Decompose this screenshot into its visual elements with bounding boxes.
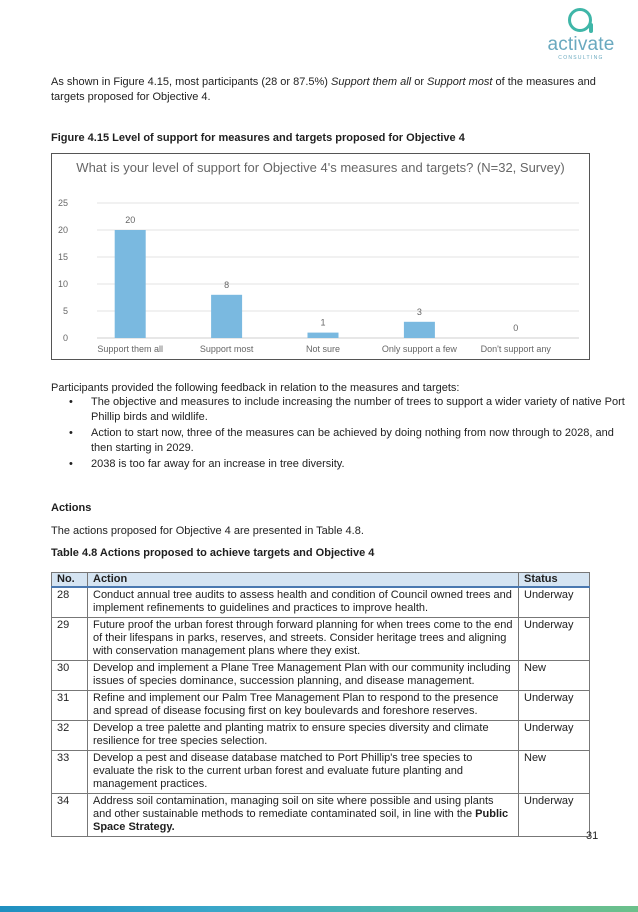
row-status: Underway xyxy=(519,794,590,837)
figure-caption: Figure 4.15 Level of support for measures and targets proposed for Objective 4 xyxy=(51,132,465,144)
logo-subtext: CONSULTING xyxy=(558,55,604,61)
intro-text-2: or xyxy=(411,76,428,88)
actions-heading: Actions xyxy=(51,502,92,514)
row-status: Underway xyxy=(519,618,590,661)
table-row xyxy=(52,751,590,794)
chart-plot xyxy=(52,154,589,359)
row-no: 29 xyxy=(52,618,88,661)
row-no: 28 xyxy=(52,587,88,618)
row-no: 31 xyxy=(52,691,88,721)
intro-text-3: of the measures and targets proposed for Objective 4. xyxy=(51,76,596,103)
row-status: Underway xyxy=(519,721,590,751)
y-tick-label: 20 xyxy=(57,225,68,235)
row-action: Refine and implement our Palm Tree Management Plan to respond to the presence and spread of disease focusing first on key boulevards and foreshore reserves. xyxy=(88,691,519,721)
table-row xyxy=(52,661,590,691)
page-number: 31 xyxy=(586,830,599,842)
row-action: Conduct annual tree audits to assess health and condition of Council owned trees and implement refinements to guidelines and practices to improve health. xyxy=(88,587,519,618)
table-caption: Table 4.8 Actions proposed to achieve targets and Objective 4 xyxy=(51,547,375,559)
y-tick-label: 15 xyxy=(57,252,68,262)
feedback-item: • Action to start now, three of the measures can be achieved by doing nothing from now through to 2028, and then starting in 2029. xyxy=(91,426,631,456)
chart-title: What is your level of support for Objective 4's measures and targets? (N=32, Survey) xyxy=(76,160,565,175)
bar xyxy=(211,295,242,338)
logo-ring-icon xyxy=(568,8,592,32)
data-label: 1 xyxy=(320,317,326,328)
actions-table xyxy=(51,572,590,837)
y-tick-label: 5 xyxy=(62,306,68,316)
activate-logo xyxy=(540,8,622,62)
x-tick-label: Support most xyxy=(199,344,254,354)
row-status: Underway xyxy=(519,691,590,721)
data-label: 20 xyxy=(125,215,136,225)
table-row xyxy=(52,721,590,751)
logo-wordmark: activate xyxy=(547,34,615,55)
footer-gradient-bar xyxy=(0,906,638,912)
row-action-bold: Public Space Strategy. xyxy=(93,808,509,833)
feedback-item: • The objective and measures to include increasing the number of trees to support a wider variety of native Port Phillip birds and wildlife. xyxy=(91,395,631,425)
data-label: 0 xyxy=(513,323,519,333)
x-tick-label: Not sure xyxy=(305,344,341,354)
row-action: Develop and implement a Plane Tree Management Plan with our community including issues of species dominance, succession planning, and disease management. xyxy=(88,661,519,691)
header-no: No. xyxy=(52,573,88,588)
actions-intro: The actions proposed for Objective 4 are presented in Table 4.8. xyxy=(51,525,364,537)
intro-paragraph xyxy=(51,75,596,105)
feedback-list xyxy=(51,395,631,473)
table-row xyxy=(52,587,590,618)
intro-emphasis-2: Support most xyxy=(427,76,493,88)
row-no: 30 xyxy=(52,661,88,691)
row-status: New xyxy=(519,661,590,691)
row-no: 33 xyxy=(52,751,88,794)
row-no: 34 xyxy=(52,794,88,837)
row-status: New xyxy=(519,751,590,794)
support-chart xyxy=(51,153,590,360)
table-header-row xyxy=(52,573,590,588)
row-action: Future proof the urban forest through forward planning for when trees come to the end of their lifespans in parks, reserves, and streets. Consider heritage trees and aligning with conservation management plans where they exist. xyxy=(88,618,519,661)
feedback-intro: Participants provided the following feedback in relation to the measures and targets: xyxy=(51,382,460,394)
y-tick-label: 10 xyxy=(57,279,68,289)
data-label: 3 xyxy=(416,306,422,317)
data-label: 8 xyxy=(224,279,230,290)
bar xyxy=(404,322,435,338)
row-status: Underway xyxy=(519,587,590,618)
header-action: Action xyxy=(88,573,519,588)
bar xyxy=(115,230,146,338)
bar xyxy=(308,333,339,338)
intro-emphasis-1: Support them all xyxy=(331,76,412,88)
x-tick-label: Don't support any xyxy=(480,344,551,354)
header-status: Status xyxy=(519,573,590,588)
table-row xyxy=(52,794,590,837)
row-action: Develop a tree palette and planting matrix to ensure species diversity and climate resilience for tree species selection. xyxy=(88,721,519,751)
intro-text-1: As shown in Figure 4.15, most participants (28 or 87.5%) xyxy=(51,76,332,88)
table-row xyxy=(52,691,590,721)
row-action: Develop a pest and disease database matched to Port Phillip's tree species to evaluate the risk to the current urban forest and evaluate future planting and management practices. xyxy=(88,751,519,794)
table-row xyxy=(52,618,590,661)
x-tick-label: Support them all xyxy=(97,344,163,354)
y-tick-label: 25 xyxy=(57,198,68,208)
row-action-cell xyxy=(88,794,519,837)
row-no: 32 xyxy=(52,721,88,751)
row-action: Address soil contamination, managing soil on site where possible and using plants and other sustainable methods to remediate contaminated soil, in line with the xyxy=(93,795,494,820)
feedback-item: • 2038 is too far away for an increase in tree diversity. xyxy=(91,457,631,472)
y-tick-label: 0 xyxy=(62,333,68,343)
x-tick-label: Only support a few xyxy=(381,344,457,354)
